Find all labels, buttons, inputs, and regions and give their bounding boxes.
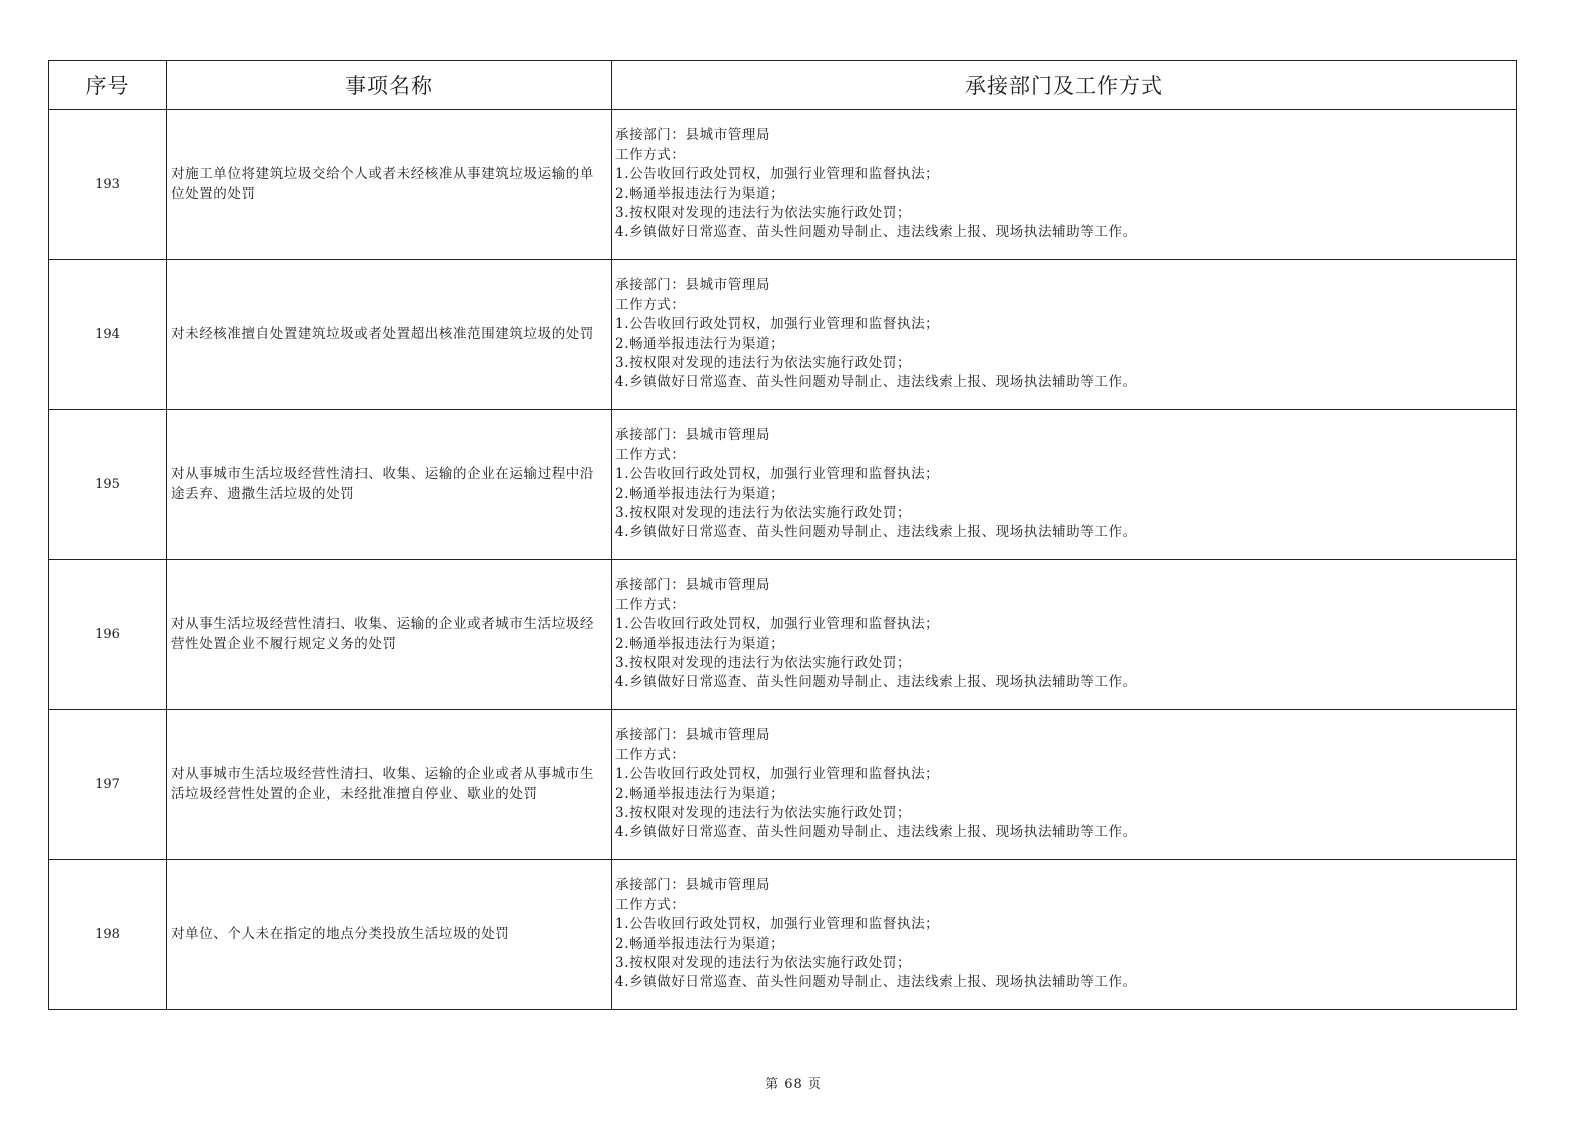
- table-row: [49, 710, 1517, 860]
- header-serial-number: 序号: [49, 61, 167, 110]
- row-matter-name: 对从事城市生活垃圾经营性清扫、收集、运输的企业在运输过程中沿途丢弃、遗撒生活垃圾的处罚: [167, 410, 612, 560]
- row-department-method: [612, 410, 1517, 560]
- department-method-line: 1.公告收回行政处罚权，加强行业管理和监督执法；: [615, 166, 940, 183]
- department-method-line: 1.公告收回行政处罚权，加强行业管理和监督执法；: [615, 916, 940, 933]
- row-serial-number: 194: [49, 260, 167, 410]
- department-method-line: 3.按权限对发现的违法行为依法实施行政处罚；: [615, 654, 912, 671]
- row-serial-number: 195: [49, 410, 167, 560]
- department-method-line: 承接部门：县城市管理局: [615, 727, 771, 744]
- department-method-line: 2.畅通举报违法行为渠道；: [615, 785, 785, 802]
- row-matter-name: 对施工单位将建筑垃圾交给个人或者未经核准从事建筑垃圾运输的单位处置的处罚: [167, 110, 612, 260]
- table-row: [49, 560, 1517, 710]
- row-department-method: [612, 710, 1517, 860]
- department-method-line: 4.乡镇做好日常巡查、苗头性问题劝导制止、违法线索上报、现场执法辅助等工作。: [615, 224, 1137, 241]
- row-serial-number: 193: [49, 110, 167, 260]
- department-method-line: 4.乡镇做好日常巡查、苗头性问题劝导制止、违法线索上报、现场执法辅助等工作。: [615, 374, 1137, 391]
- department-method-line: 工作方式：: [615, 446, 686, 463]
- department-method-line: 3.按权限对发现的违法行为依法实施行政处罚；: [615, 804, 912, 821]
- department-method-line: 承接部门：县城市管理局: [615, 577, 771, 594]
- department-method-line: 工作方式：: [615, 296, 686, 313]
- row-matter-name: 对未经核准擅自处置建筑垃圾或者处置超出核准范围建筑垃圾的处罚: [167, 260, 612, 410]
- department-method-line: 2.畅通举报违法行为渠道；: [615, 335, 785, 352]
- department-method-line: 工作方式：: [615, 896, 686, 913]
- matters-table: [48, 60, 1517, 1010]
- department-method-line: 承接部门：县城市管理局: [615, 127, 771, 144]
- department-method-line: 2.畅通举报违法行为渠道；: [615, 485, 785, 502]
- department-method-line: 1.公告收回行政处罚权，加强行业管理和监督执法；: [615, 616, 940, 633]
- department-method-line: 4.乡镇做好日常巡查、苗头性问题劝导制止、违法线索上报、现场执法辅助等工作。: [615, 974, 1137, 991]
- department-method-line: 4.乡镇做好日常巡查、苗头性问题劝导制止、违法线索上报、现场执法辅助等工作。: [615, 524, 1137, 541]
- department-method-line: 承接部门：县城市管理局: [615, 877, 771, 894]
- header-department-method: 承接部门及工作方式: [612, 61, 1517, 110]
- department-method-line: 1.公告收回行政处罚权，加强行业管理和监督执法；: [615, 316, 940, 333]
- row-department-method: [612, 560, 1517, 710]
- department-method-line: 2.畅通举报违法行为渠道；: [615, 185, 785, 202]
- department-method-line: 工作方式：: [615, 596, 686, 613]
- row-department-method: [612, 110, 1517, 260]
- department-method-line: 3.按权限对发现的违法行为依法实施行政处罚；: [615, 954, 912, 971]
- department-method-line: 4.乡镇做好日常巡查、苗头性问题劝导制止、违法线索上报、现场执法辅助等工作。: [615, 824, 1137, 841]
- row-department-method: [612, 860, 1517, 1010]
- row-serial-number: 197: [49, 710, 167, 860]
- department-method-line: 3.按权限对发现的违法行为依法实施行政处罚；: [615, 354, 912, 371]
- department-method-line: 承接部门：县城市管理局: [615, 277, 771, 294]
- row-department-method: [612, 260, 1517, 410]
- department-method-line: 工作方式：: [615, 146, 686, 163]
- header-matter-name: 事项名称: [167, 61, 612, 110]
- table-row: [49, 410, 1517, 560]
- department-method-line: 1.公告收回行政处罚权，加强行业管理和监督执法；: [615, 766, 940, 783]
- row-serial-number: 198: [49, 860, 167, 1010]
- row-serial-number: 196: [49, 560, 167, 710]
- table-row: [49, 860, 1517, 1010]
- department-method-line: 承接部门：县城市管理局: [615, 427, 771, 444]
- department-method-line: 工作方式：: [615, 746, 686, 763]
- row-matter-name: 对从事生活垃圾经营性清扫、收集、运输的企业或者城市生活垃圾经营性处置企业不履行规定义务的处罚: [167, 560, 612, 710]
- department-method-line: 2.畅通举报违法行为渠道；: [615, 935, 785, 952]
- department-method-line: 2.畅通举报违法行为渠道；: [615, 635, 785, 652]
- department-method-line: 3.按权限对发现的违法行为依法实施行政处罚；: [615, 204, 912, 221]
- department-method-line: 4.乡镇做好日常巡查、苗头性问题劝导制止、违法线索上报、现场执法辅助等工作。: [615, 674, 1137, 691]
- table-header: [49, 61, 1517, 110]
- department-method-line: 3.按权限对发现的违法行为依法实施行政处罚；: [615, 504, 912, 521]
- header-row: [49, 61, 1517, 110]
- row-matter-name: 对单位、个人未在指定的地点分类投放生活垃圾的处罚: [167, 860, 612, 1010]
- department-method-line: 1.公告收回行政处罚权，加强行业管理和监督执法；: [615, 466, 940, 483]
- table-row: [49, 110, 1517, 260]
- table-body: [49, 110, 1517, 1010]
- page-number: 第 68 页: [765, 1077, 822, 1092]
- table-row: [49, 260, 1517, 410]
- row-matter-name: 对从事城市生活垃圾经营性清扫、收集、运输的企业或者从事城市生活垃圾经营性处置的企业，未经批准擅自停业、歇业的处罚: [167, 710, 612, 860]
